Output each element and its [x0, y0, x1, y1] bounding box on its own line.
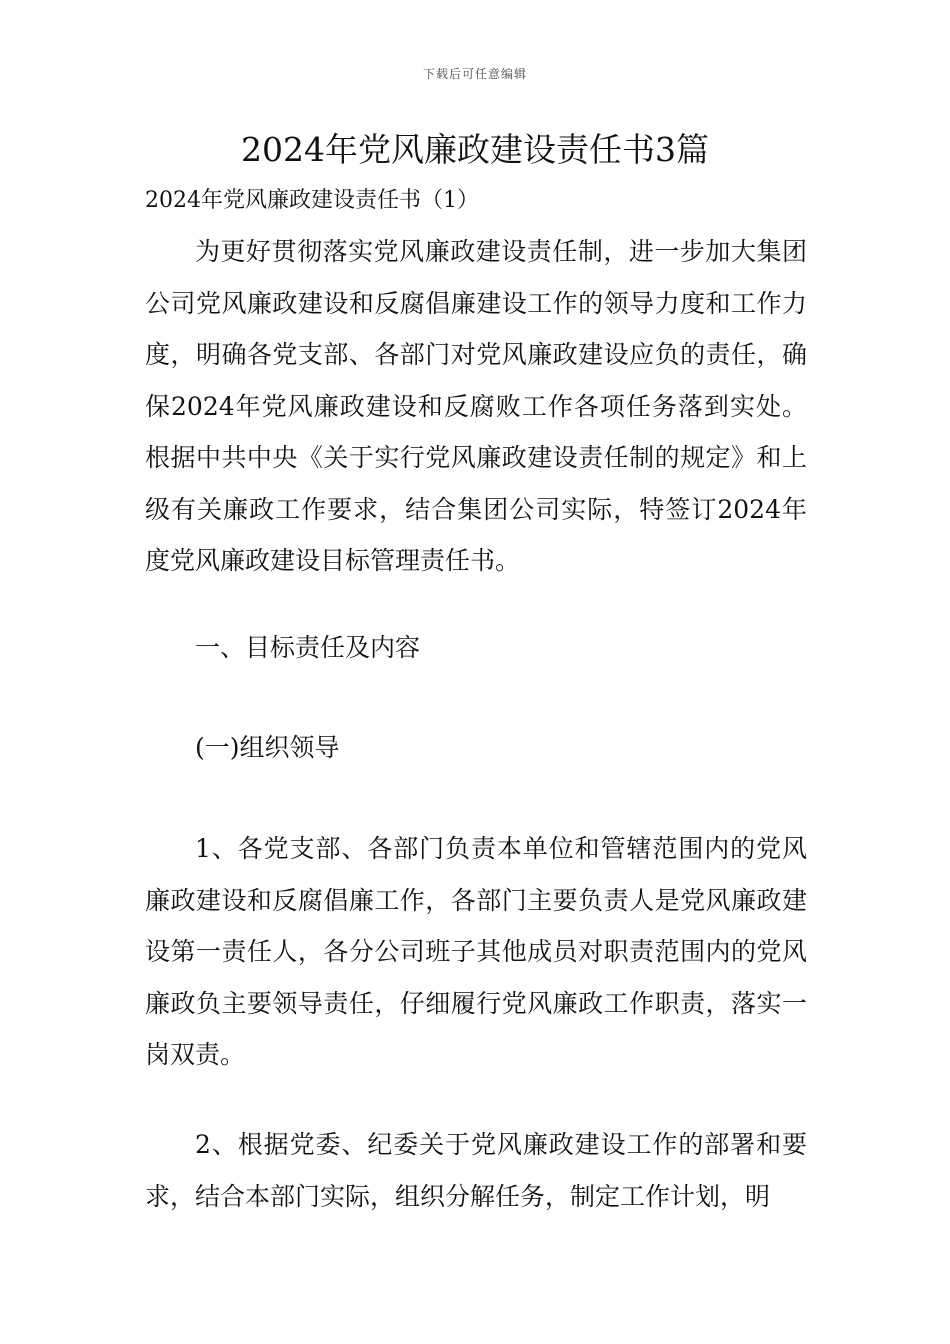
document-title: 2024年党风廉政建设责任书3篇 — [241, 130, 709, 169]
section-heading-targets: 一、目标责任及内容 — [195, 633, 421, 662]
document-subtitle: 2024年党风廉政建设责任书（1） — [145, 188, 479, 213]
subsection-heading-leadership: (一)组织领导 — [195, 733, 340, 762]
download-note: 下载后可任意编辑 — [422, 67, 527, 81]
list-item-1: 1、各党支部、各部门负责本单位和管辖范围内的党风廉政建设和反腐倡廉工作，各部门主要负责人是党风廉政建设第一责任人，各分公司班子其他成员对职责范围内的党风廉政负主要领导责任，仔细履行党风廉政工作职责，落实一岗双责。 — [145, 834, 807, 1069]
intro-paragraph: 为更好贯彻落实党风廉政建设责任制，进一步加大集团公司党风廉政建设和反腐倡廉建设工作的领导力度和工作力度，明确各党支部、各部门对党风廉政建设应负的责任，确保2024年党风廉政建设和反腐败工作各项任务落到实处。根据中共中央《关于实行党风廉政建设责任制的规定》和上级有关廉政工作要求，结合集团公司实际，特签订2024年度党风廉政建设目标管理责任书。 — [145, 237, 807, 575]
list-item-2: 2、根据党委、纪委关于党风廉政建设工作的部署和要求，结合本部门实际，组织分解任务，制定工作计划，明 — [145, 1130, 807, 1211]
